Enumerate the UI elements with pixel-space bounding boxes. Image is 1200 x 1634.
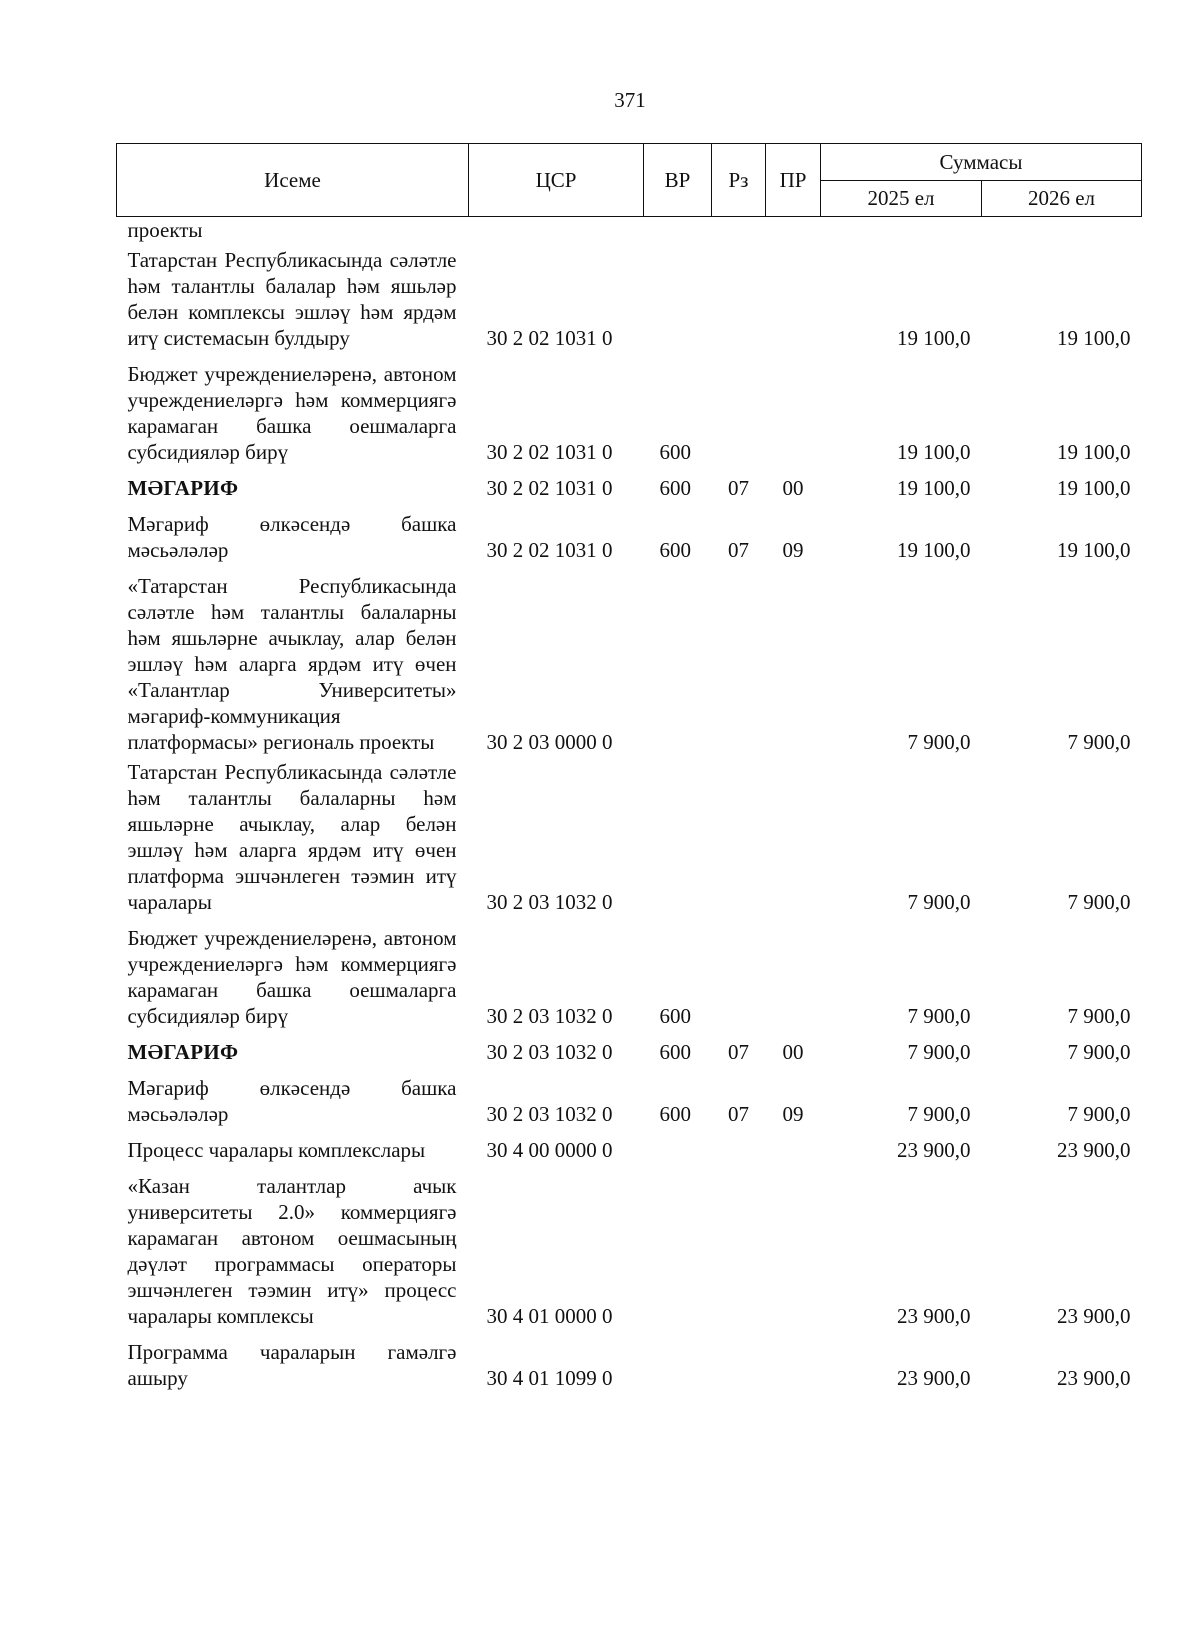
row-rz [712, 361, 766, 475]
row-name: «Татарстан Республикасында сәләтле һәм талантлы балаларны һәм яшьләрне ачыклау, алар белән эшләү һәм аларга ярдәм итү өчен «Талантлар Университеты» мәгариф-коммуникация платформасы» региональ проекты [127, 574, 457, 754]
row-pr [766, 1339, 821, 1401]
row-rz [712, 1173, 766, 1339]
row-pr [766, 759, 821, 925]
table-row [117, 1075, 1142, 1137]
row-name: проекты [127, 218, 203, 242]
row-pr [766, 1173, 821, 1339]
table-row [117, 361, 1142, 475]
row-sum-2026: 19 100,0 [1057, 538, 1131, 562]
row-csr: 30 2 03 0000 0 [486, 730, 613, 754]
row-name: Татарстан Республикасында сәләтле һәм талантлы балалар һәм яшьләр белән комплексы эшләү һәм ярдәм итү системасын булдыру [127, 248, 457, 350]
row-sum-2026: 23 900,0 [1057, 1138, 1131, 1162]
row-sum-2025: 19 100,0 [897, 440, 971, 464]
row-pr [766, 573, 821, 759]
row-pr: 09 [782, 1102, 804, 1126]
row-sum-2025: 7 900,0 [907, 890, 971, 914]
row-pr [766, 247, 821, 361]
row-rz: 07 [728, 1102, 749, 1126]
header-vr: ВР [644, 144, 712, 217]
row-sum-2025: 19 100,0 [897, 326, 971, 350]
row-sum-2026: 7 900,0 [1067, 730, 1131, 754]
row-csr [469, 217, 644, 248]
row-name: Татарстан Республикасында сәләтле һәм талантлы балаларны һәм яшьләрне ачыклау, алар белән эшләү һәм аларга ярдәм итү өчен платформа эшчәнлеген тәэмин итү чаралары [127, 760, 457, 914]
row-vr: 600 [659, 440, 691, 464]
row-csr: 30 2 03 1032 0 [486, 1102, 613, 1126]
row-vr [644, 759, 712, 925]
row-vr: 600 [659, 1004, 691, 1028]
table-row [117, 475, 1142, 511]
row-rz [712, 247, 766, 361]
row-rz [712, 573, 766, 759]
row-csr: 30 2 03 1032 0 [486, 1040, 613, 1064]
row-name: Мәгариф өлкәсендә башка мәсьәләләр [127, 1076, 457, 1126]
row-vr [644, 247, 712, 361]
row-sum-2025: 7 900,0 [907, 1004, 971, 1028]
row-vr: 600 [659, 538, 691, 562]
row-vr [644, 1137, 712, 1173]
row-sum-2025: 23 900,0 [897, 1138, 971, 1162]
header-csr: ЦСР [469, 144, 644, 217]
row-sum-2026: 19 100,0 [1057, 440, 1131, 464]
header-pr: ПР [766, 144, 821, 217]
header-name: Исеме [117, 144, 469, 217]
table-row [117, 1173, 1142, 1339]
row-sum-2026: 7 900,0 [1067, 890, 1131, 914]
row-csr: 30 4 00 0000 0 [486, 1138, 613, 1162]
header-year-2026: 2026 ел [982, 180, 1142, 217]
header-year-2025: 2025 ел [821, 180, 982, 217]
row-pr: 00 [782, 476, 804, 500]
header-rz: Рз [712, 144, 766, 217]
row-sum-2026: 19 100,0 [1057, 326, 1131, 350]
row-sum-2025: 23 900,0 [897, 1304, 971, 1328]
row-name: «Казан талантлар ачык университеты 2.0» коммерциягә карамаган автоном оешмасының дәүләт программасы операторы эшчәнлеген тәэмин итү» процесс чаралары комплексы [127, 1174, 457, 1328]
table-row [117, 925, 1142, 1039]
row-vr: 600 [659, 476, 691, 500]
row-rz: 07 [728, 1040, 749, 1064]
row-rz [712, 759, 766, 925]
row-sum-2026: 7 900,0 [1067, 1102, 1131, 1126]
table-row [117, 759, 1142, 925]
row-sum-2025: 19 100,0 [897, 538, 971, 562]
row-vr [644, 1339, 712, 1401]
table-row [117, 217, 1142, 248]
row-sum-2026: 23 900,0 [1057, 1366, 1131, 1390]
row-vr: 600 [659, 1040, 691, 1064]
row-vr: 600 [659, 1102, 691, 1126]
row-pr [766, 361, 821, 475]
row-sum-2026: 19 100,0 [1057, 476, 1131, 500]
row-name: Мәгариф өлкәсендә башка мәсьәләләр [127, 512, 457, 562]
row-vr [644, 573, 712, 759]
table-row [117, 1339, 1142, 1401]
row-name: МӘГАРИФ [127, 1040, 239, 1064]
row-rz [712, 217, 766, 248]
row-rz: 07 [728, 538, 749, 562]
row-sum-2026 [982, 217, 1142, 248]
header-sums: Суммасы [821, 144, 1142, 181]
row-name: МӘГАРИФ [127, 476, 239, 500]
row-pr [766, 217, 821, 248]
row-sum-2025: 23 900,0 [897, 1366, 971, 1390]
row-name: Бюджет учреждениеләренә, автоном учреждениеләргә һәм коммерциягә карамаган башка оешмаларга субсидияләр бирү [127, 926, 457, 1028]
table-row [117, 1039, 1142, 1075]
row-sum-2025: 7 900,0 [907, 1102, 971, 1126]
row-sum-2026: 7 900,0 [1067, 1004, 1131, 1028]
row-sum-2025: 7 900,0 [907, 1040, 971, 1064]
row-pr: 00 [782, 1040, 804, 1064]
row-csr: 30 2 02 1031 0 [486, 440, 613, 464]
row-vr [644, 217, 712, 248]
row-name: Бюджет учреждениеләренә, автоном учреждениеләргә һәм коммерциягә карамаган башка оешмаларга субсидияләр бирү [127, 362, 457, 464]
row-rz: 07 [728, 476, 749, 500]
row-csr: 30 2 03 1032 0 [486, 890, 613, 914]
page-number: 371 [614, 88, 646, 112]
table-header [117, 144, 1142, 217]
row-rz [712, 1137, 766, 1173]
table-row [117, 1137, 1142, 1173]
row-name: Процесс чаралары комплекслары [127, 1138, 426, 1162]
row-rz [712, 1339, 766, 1401]
budget-table [116, 143, 1142, 1401]
row-vr [644, 1173, 712, 1339]
row-csr: 30 2 03 1032 0 [486, 1004, 613, 1028]
row-pr [766, 925, 821, 1039]
table-body [117, 217, 1142, 1402]
row-sum-2025: 7 900,0 [907, 730, 971, 754]
row-sum-2026: 23 900,0 [1057, 1304, 1131, 1328]
row-csr: 30 2 02 1031 0 [486, 476, 613, 500]
row-name: Программа чараларын гамәлгә ашыру [127, 1340, 457, 1390]
row-rz [712, 925, 766, 1039]
row-sum-2025: 19 100,0 [897, 476, 971, 500]
table-row [117, 247, 1142, 361]
table-row [117, 511, 1142, 573]
row-sum-2026: 7 900,0 [1067, 1040, 1131, 1064]
table-row [117, 573, 1142, 759]
row-csr: 30 2 02 1031 0 [486, 538, 613, 562]
row-csr: 30 2 02 1031 0 [486, 326, 613, 350]
row-pr: 09 [782, 538, 804, 562]
row-csr: 30 4 01 0000 0 [486, 1304, 613, 1328]
row-pr [766, 1137, 821, 1173]
row-sum-2025 [821, 217, 982, 248]
row-csr: 30 4 01 1099 0 [486, 1366, 613, 1390]
